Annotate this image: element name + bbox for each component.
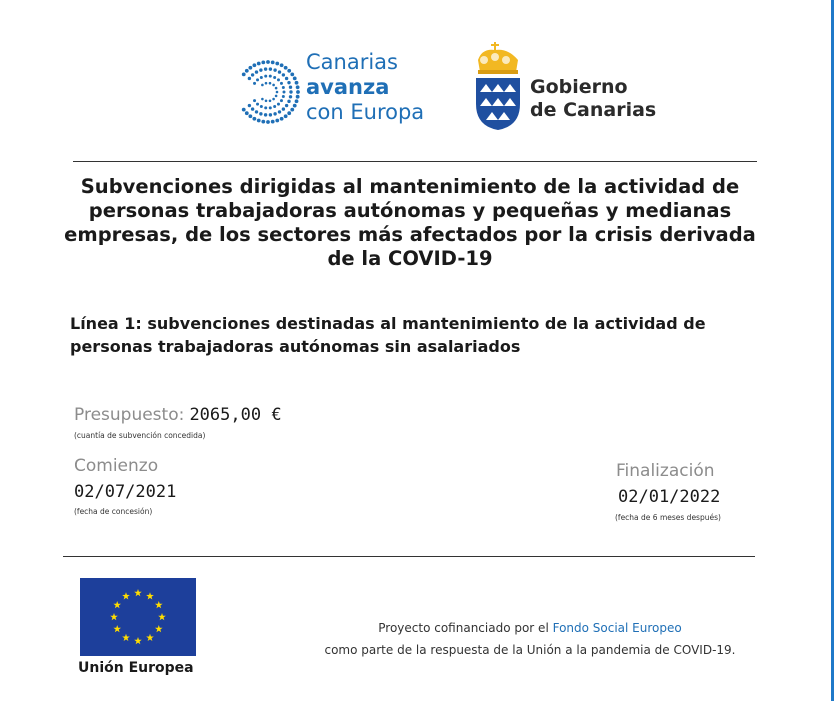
cofinancing-note <box>260 617 800 661</box>
coat-of-arms-icon <box>472 40 526 132</box>
bottom-divider <box>63 556 755 557</box>
right-border <box>831 0 834 701</box>
fondo-social-europeo: Fondo Social Europeo <box>552 621 682 635</box>
gobierno-logo-line2: de Canarias <box>530 99 657 121</box>
canarias-logo-line2: avanza <box>306 75 390 99</box>
gobierno-canarias-logo <box>472 40 672 132</box>
budget-label: Presupuesto: <box>74 405 185 425</box>
canarias-logo-line3: con Europa <box>306 100 425 124</box>
eu-label: Unión Europea <box>78 660 194 676</box>
cofinancing-line2: como parte de la respuesta de la Unión a la pandemia de COVID-19. <box>324 643 736 657</box>
budget-value: 2065,00 € <box>189 405 282 425</box>
canarias-avanza-logo <box>228 48 438 132</box>
line-title: Línea 1: subvenciones destinadas al mantenimiento de la actividad de personas trabajadoras autónomas sin asalariados <box>70 314 706 356</box>
document-title: Subvenciones dirigidas al mantenimiento de la actividad de personas trabajadoras autónomas y pequeñas y medianas empresas, de los sectores más afectados por la crisis derivada de la COVID-19 <box>64 175 756 270</box>
end-note: (fecha de 6 meses después) <box>615 513 721 522</box>
cofinancing-line1 <box>260 617 800 639</box>
eu-stars-icon <box>80 578 196 656</box>
dotted-rings-icon <box>228 56 304 126</box>
canarias-avanza-text <box>306 50 424 125</box>
budget-row <box>74 405 282 425</box>
start-label: Comienzo <box>74 456 159 476</box>
end-value: 02/01/2022 <box>618 487 721 507</box>
gobierno-canarias-text <box>530 76 656 122</box>
budget-note: (cuantía de subvención concedida) <box>74 431 206 440</box>
start-note: (fecha de concesión) <box>74 507 153 516</box>
eu-flag <box>80 578 196 656</box>
gobierno-logo-line1: Gobierno <box>530 76 628 98</box>
canarias-logo-line1: Canarias <box>306 50 398 74</box>
cofinancing-prefix: Proyecto cofinanciado por el <box>378 621 553 635</box>
end-label: Finalización <box>616 461 715 481</box>
start-value: 02/07/2021 <box>74 482 177 502</box>
top-divider <box>73 161 757 162</box>
